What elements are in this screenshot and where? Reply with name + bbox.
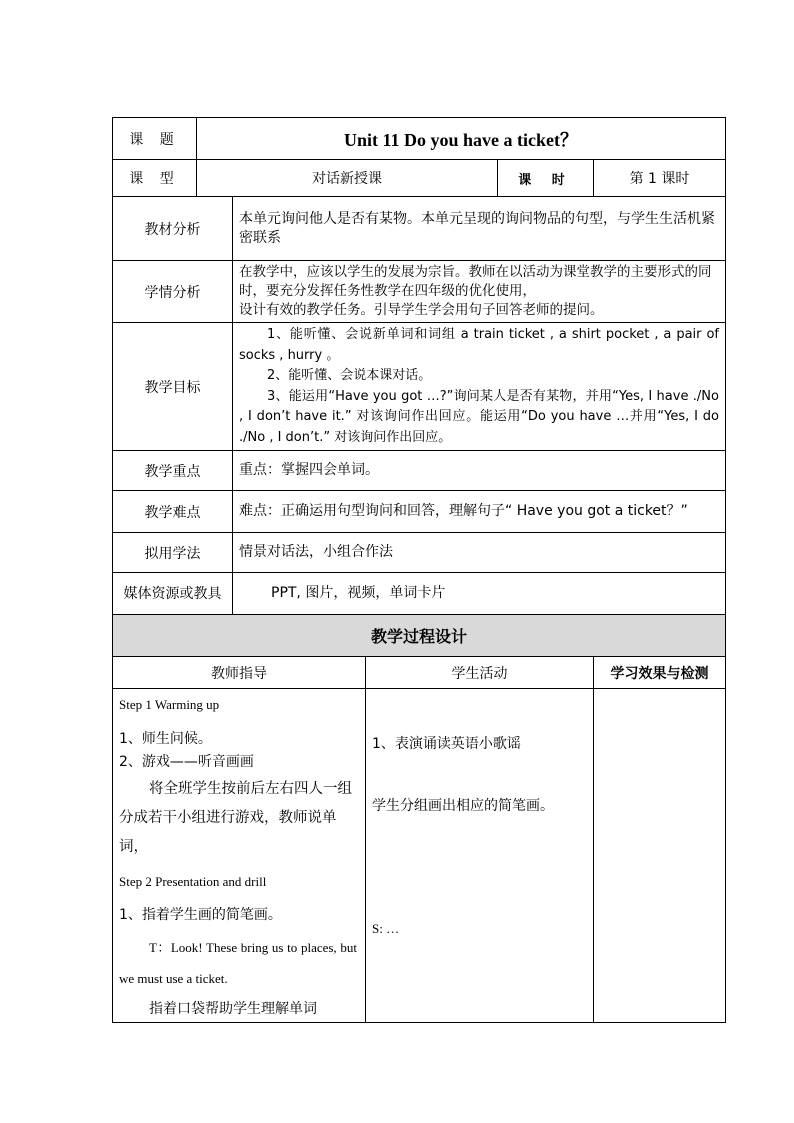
type-label: 课 型 bbox=[113, 160, 197, 197]
student-activity-2: 学生分组画出相应的简笔画。 bbox=[372, 798, 554, 814]
type-row bbox=[113, 160, 726, 197]
col-learning-effect: 学习效果与检测 bbox=[594, 657, 726, 689]
teacher-item-2-desc: 将全班学生按前后左右四人一组分成若干小组进行游戏，教师说单词， bbox=[119, 781, 352, 855]
material-text: 本单元询问他人是否有某物。本单元呈现的询问物品的句型，与学生生活机紧密联系 bbox=[233, 197, 726, 261]
learner-text bbox=[233, 261, 726, 323]
step-2-heading: Step 2 Presentation and drill bbox=[119, 874, 267, 889]
material-row bbox=[113, 197, 726, 261]
teacher-item-1: 1、师生问候。 bbox=[119, 731, 212, 747]
goals-row bbox=[113, 323, 726, 451]
process-section-row bbox=[113, 615, 726, 657]
goals-label: 教学目标 bbox=[113, 323, 233, 451]
method-label: 拟用学法 bbox=[113, 533, 233, 573]
method-row bbox=[113, 533, 726, 573]
lesson-plan-table bbox=[112, 117, 726, 1023]
col-teacher-guidance: 教师指导 bbox=[113, 657, 366, 689]
learner-text-line-1: 在教学中，应该以学生的发展为宗旨。教师在以活动为课堂教学的主要形式的同时，要充分发挥任务性教学在四年级的优化使用， bbox=[239, 264, 712, 299]
learner-label: 学情分析 bbox=[113, 261, 233, 323]
goals-text bbox=[233, 323, 726, 451]
process-section-title: 教学过程设计 bbox=[113, 615, 726, 657]
period-label: 课 时 bbox=[498, 160, 594, 197]
teacher-dialogue-line: T：Look! These bring us to places, but we must use a ticket. bbox=[119, 940, 357, 986]
student-activity-3: S: … bbox=[372, 921, 400, 936]
student-activity-1: 1、表演诵读英语小歌谣 bbox=[372, 736, 521, 752]
learner-text-line-2: 设计有效的教学任务。引导学生学会用句子回答老师的提问。 bbox=[239, 302, 604, 318]
step-1-heading: Step 1 Warming up bbox=[119, 697, 220, 712]
period-value: 第 1 课时 bbox=[594, 160, 726, 197]
type-value: 对话新授课 bbox=[197, 160, 498, 197]
topic-label: 课 题 bbox=[113, 118, 197, 160]
learner-row bbox=[113, 261, 726, 323]
key-label: 教学重点 bbox=[113, 451, 233, 491]
topic-row bbox=[113, 118, 726, 160]
method-text: 情景对话法，小组合作法 bbox=[233, 533, 726, 573]
teacher-item-4: 指着口袋帮助学生理解单词 bbox=[149, 1001, 317, 1017]
process-body-row bbox=[113, 689, 726, 1023]
teacher-guidance-cell bbox=[113, 689, 366, 1023]
goal-item-1: 1、能听懂、会说新单词和词组 a train ticket , a shirt pocket , a pair of socks , hurry 。 bbox=[239, 327, 719, 363]
media-text: PPT, 图片，视频，单词卡片 bbox=[233, 573, 726, 615]
process-columns-row bbox=[113, 657, 726, 689]
material-label: 教材分析 bbox=[113, 197, 233, 261]
teacher-item-3: 1、指着学生画的简笔画。 bbox=[119, 907, 282, 923]
lesson-plan-document bbox=[112, 117, 725, 1023]
teacher-item-2: 2、游戏——听音画画 bbox=[119, 754, 254, 770]
goal-item-3: 3、能运用“Have you got …?”询问某人是否有某物，并用“Yes, I have ./No , I don’t have it.” 对该询问作出回应。能运用“Do you have …并用“Yes, I do ./No , I don’t.” 对该询问作出回应。 bbox=[239, 388, 719, 445]
lesson-title: Unit 11 Do you have a ticket？ bbox=[197, 118, 726, 160]
goal-item-2: 2、能听懂、会说本课对话。 bbox=[267, 368, 432, 383]
col-student-activity: 学生活动 bbox=[366, 657, 594, 689]
media-row bbox=[113, 573, 726, 615]
difficulty-row bbox=[113, 491, 726, 533]
key-text: 重点：掌握四会单词。 bbox=[233, 451, 726, 491]
student-activity-cell bbox=[366, 689, 594, 1023]
difficulty-text: 难点：正确运用句型询问和回答，理解句子“ Have you got a ticket？” bbox=[233, 491, 726, 533]
media-label: 媒体资源或教具 bbox=[113, 573, 233, 615]
difficulty-label: 教学难点 bbox=[113, 491, 233, 533]
key-row bbox=[113, 451, 726, 491]
learning-effect-cell bbox=[594, 689, 726, 1023]
